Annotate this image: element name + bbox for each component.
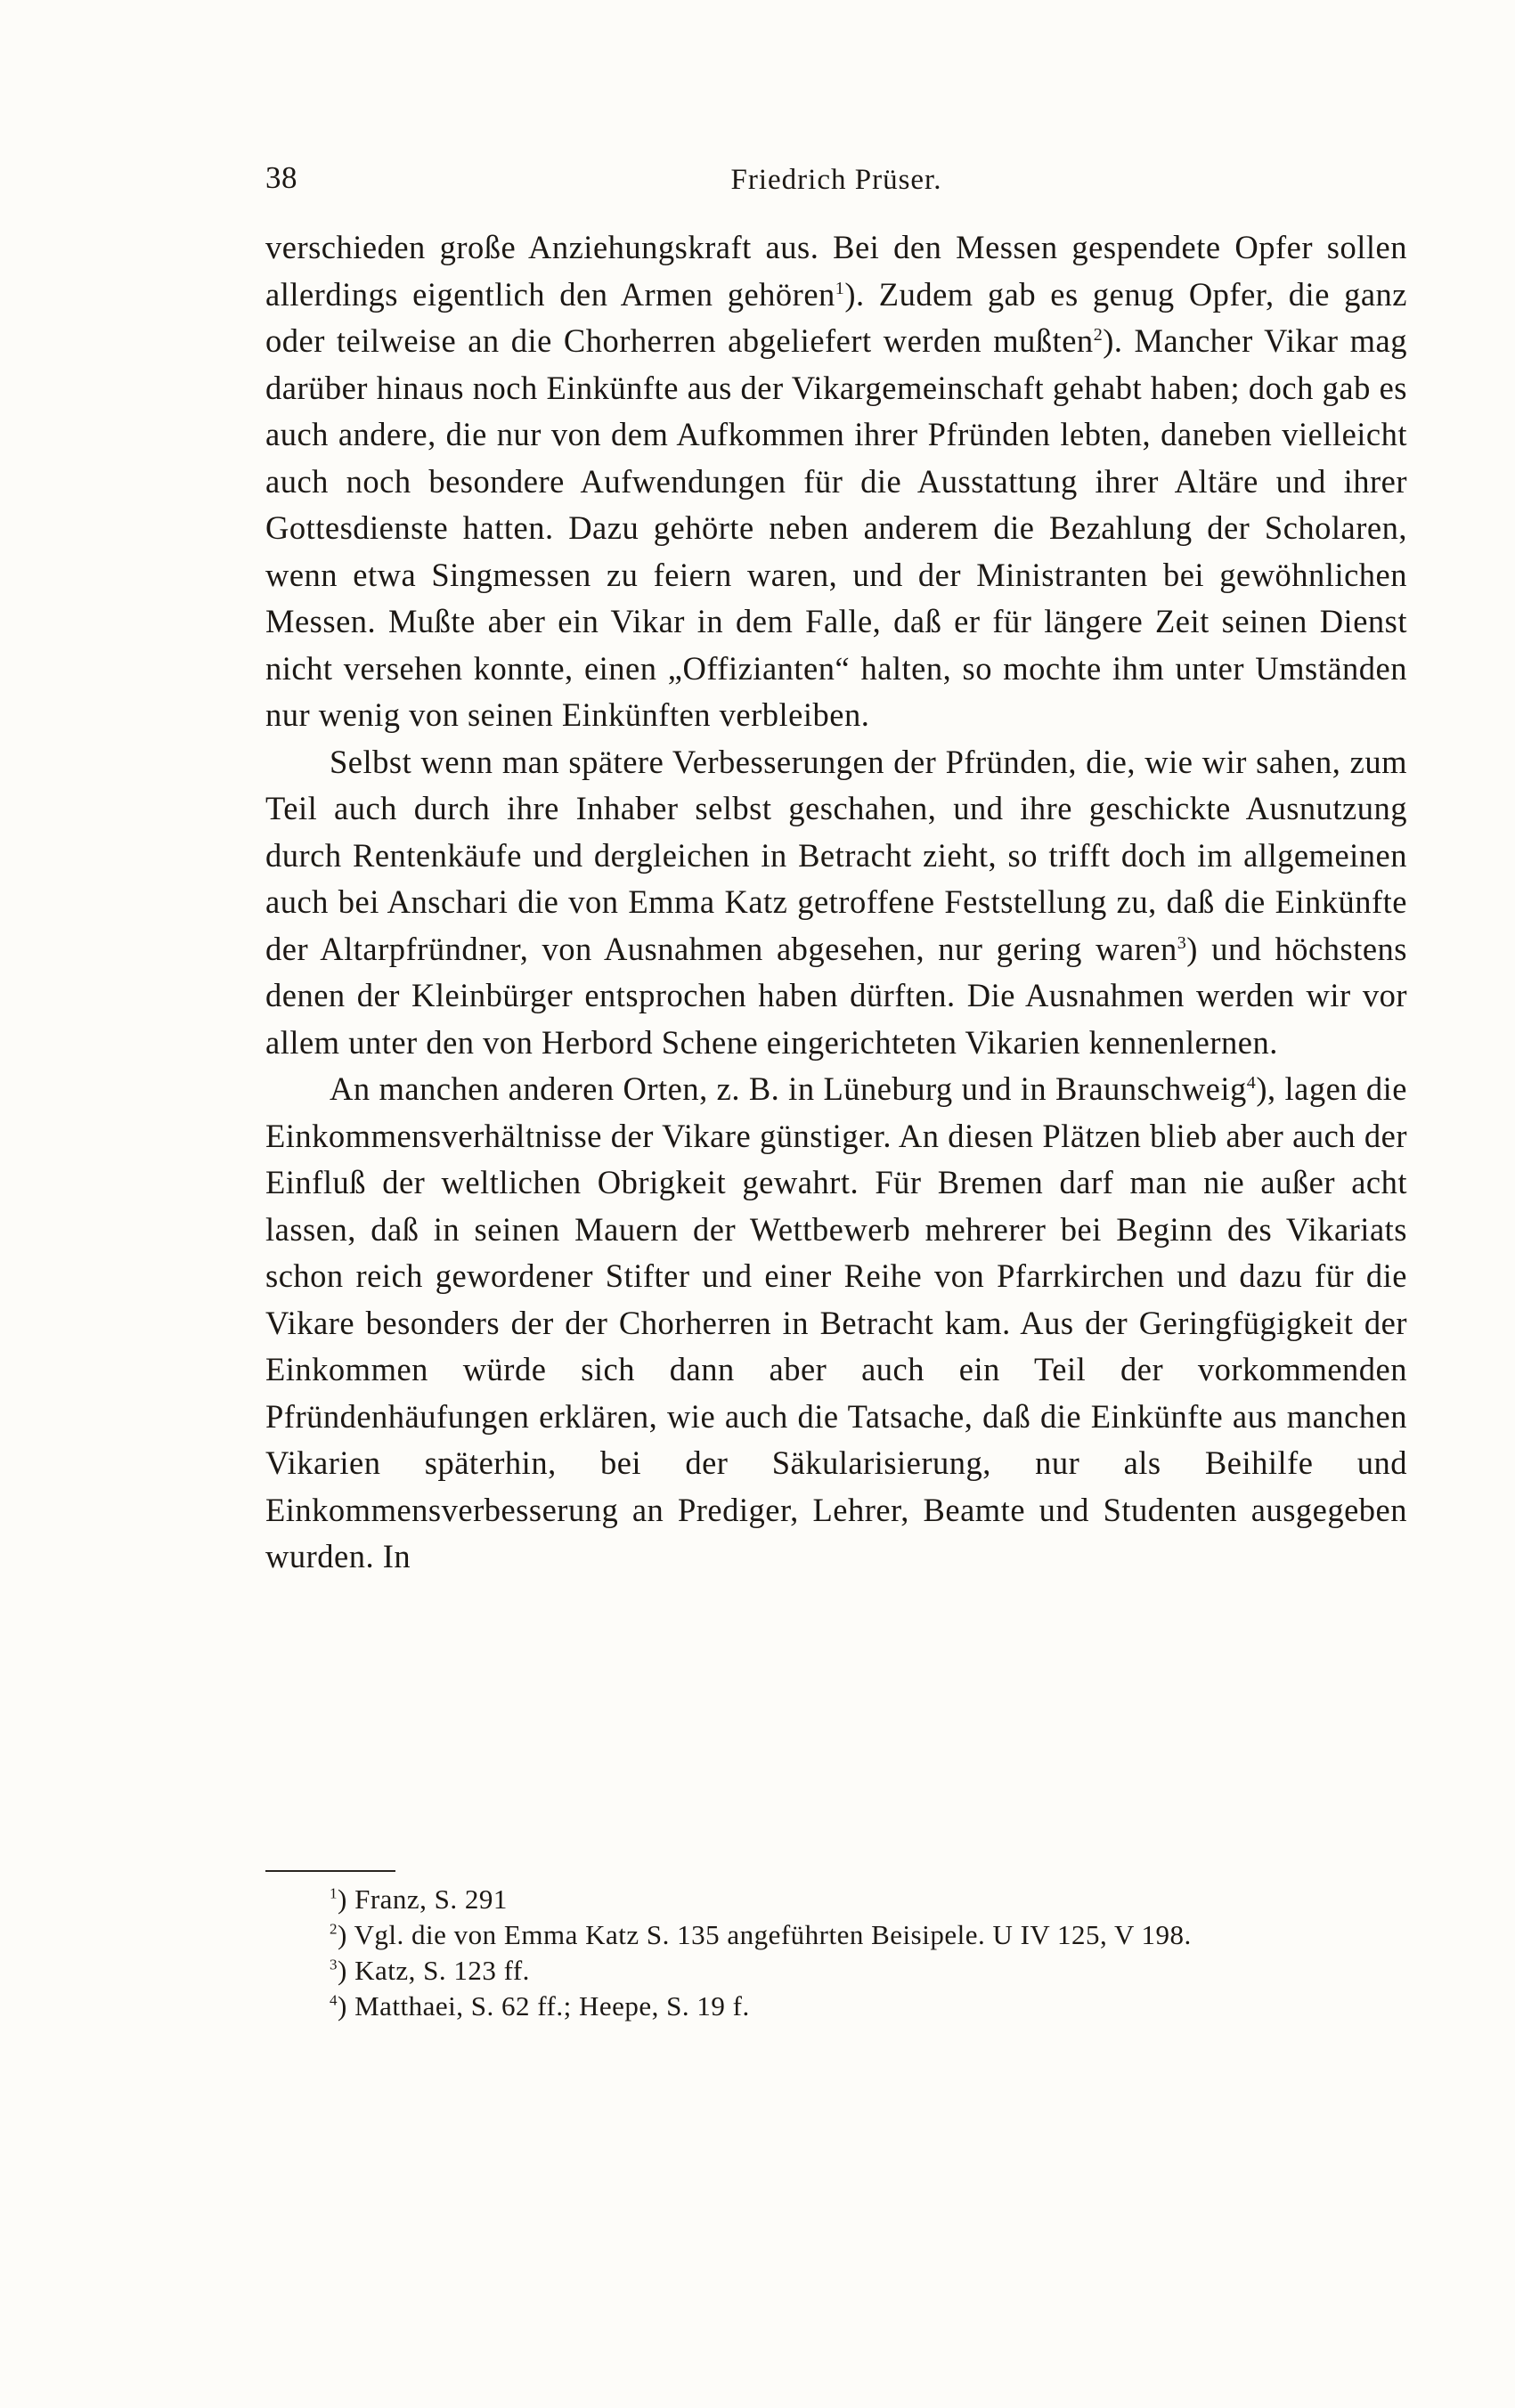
- footnote-reference: 2: [1093, 324, 1104, 345]
- running-title: Friedrich Prüser.: [730, 164, 942, 196]
- footnotes: [265, 1882, 1407, 2024]
- footnote-text: ) Katz, S. 123 ff.: [338, 1955, 530, 1986]
- footnote: [265, 1882, 1407, 1917]
- footnote-reference: 1: [835, 278, 845, 298]
- footnote-reference: 4: [1246, 1072, 1257, 1093]
- footnote-reference: 3: [1177, 932, 1187, 953]
- paragraph: [265, 224, 1407, 739]
- footnote-divider: [265, 1870, 395, 1872]
- text-run: Selbst wenn man spätere Verbesserungen der Pfründen, die, wie wir sahen, zum Teil auch durch ihre Inhaber selbst geschahen, und ihre geschickte Ausnutzung durch Rentenkäufe und dergleichen in Betracht zieht, so trifft doch im allgemeinen auch bei Anschari die von Emma Katz getroffene Feststellung zu, daß die Einkünfte der Altarpfründner, von Ausnahmen abgesehen, nur gering waren: [265, 743, 1407, 967]
- footnote: [265, 1989, 1407, 2024]
- footnote: [265, 1917, 1407, 1953]
- text-run: ). Mancher Vikar mag darüber hinaus noch Einkünfte aus der Vikargemeinschaft gehabt haben; doch gab es auch andere, die nur von dem Aufkommen ihrer Pfründen lebten, daneben vielleicht auch noch besondere Aufwendungen für die Ausstattung ihrer Altäre und ihrer Gottesdienste hatten. Dazu gehörte neben anderem die Bezahlung der Scholaren, wenn etwa Singmessen zu feiern waren, und der Ministranten bei gewöhnlichen Messen. Mußte aber ein Vikar in dem Falle, daß er für längere Zeit seinen Dienst nicht versehen konnte, einen „Offizianten“ halten, so mochte ihm unter Umständen nur wenig von seinen Einkünften verbleiben.: [265, 322, 1407, 733]
- footnote-marker: 4: [330, 1991, 338, 2009]
- footnote-text: ) Franz, S. 291: [338, 1883, 508, 1915]
- footnote-marker: 2: [330, 1920, 338, 1938]
- text-run: ). Zudem gab es genug Opfer, die ganz oder teilweise an die Chorherren abgeliefert werden mußten: [265, 275, 1408, 359]
- footnote-marker: 1: [330, 1884, 338, 1902]
- paragraph: [265, 739, 1407, 1067]
- text-run: verschieden große Anziehungskraft aus. Bei den Messen gespendete Opfer sollen allerdings eigentlich den Armen gehören: [265, 229, 1407, 313]
- footnote: [265, 1953, 1407, 1989]
- text-run: ), lagen die Einkommensverhältnisse der Vikare günstiger. An diesen Plätzen blieb aber auch der Einfluß der weltlichen Obrigkeit gewahrt. Für Bremen darf man nie außer acht lassen, daß in seinen Mauern der Wettbewerb mehrerer bei Beginn des Vikariats schon reich gewordener Stifter und einer Reihe von Pfarrkirchen und dazu für die Vikare besonders der der Chorherren in Betracht kam. Aus der Geringfügigkeit der Einkommen würde sich dann aber auch ein Teil der vorkommenden Pfründenhäufungen erklären, wie auch die Tatsache, daß die Einkünfte aus manchen Vikarien späterhin, bei der Säkularisierung, nur als Beihilfe und Einkommensverbesserung an Prediger, Lehrer, Beamte und Studenten ausgegeben wurden. In: [265, 1070, 1407, 1574]
- footnote-text: ) Matthaei, S. 62 ff.; Heepe, S. 19 f.: [338, 1990, 750, 2022]
- body-text: [265, 224, 1407, 1581]
- running-head: [265, 160, 1407, 199]
- page-number: 38: [265, 160, 297, 195]
- text-run: An manchen anderen Orten, z. B. in Lüneburg und in Braunschweig: [330, 1070, 1247, 1107]
- footnote-text: ) Vgl. die von Emma Katz S. 135 angeführten Beisipele. U IV 125, V 198.: [338, 1919, 1192, 1950]
- text-run: ) und höchstens denen der Kleinbürger entsprochen haben dürften. Die Ausnahmen werden wir vor allem unter den von Herbord Schene eingerichteten Vikarien kennenlernen.: [265, 930, 1407, 1061]
- footnote-marker: 3: [330, 1956, 338, 1973]
- paragraph: [265, 1066, 1407, 1581]
